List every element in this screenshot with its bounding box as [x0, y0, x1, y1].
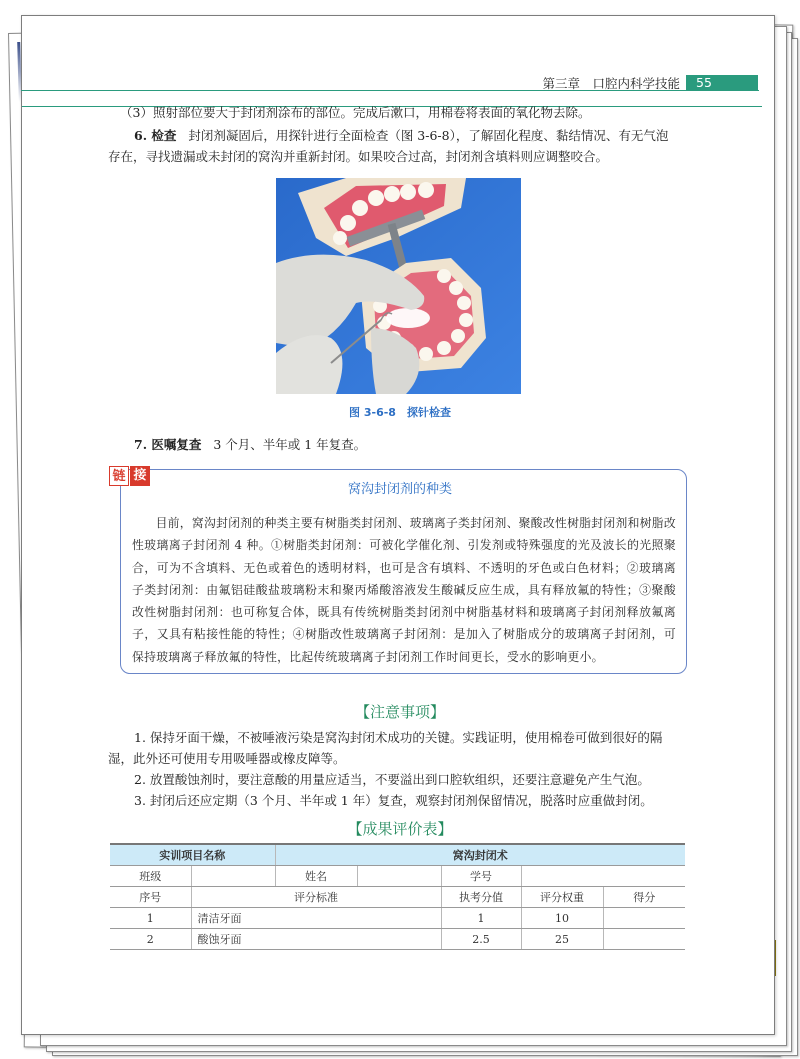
col-score: 得分 [603, 887, 685, 908]
col-no: 序号 [110, 887, 191, 908]
figure-probe-inspection [276, 178, 521, 394]
step6-paragraph [134, 126, 668, 146]
name-label: 姓名 [275, 866, 357, 887]
row-score-field[interactable] [603, 908, 685, 929]
paragraph-step3: （3）照射部位要大于封闭剂涂布的部位。完成后漱口，用棉卷将表面的氧化物去除。 [120, 105, 591, 120]
table-row [110, 908, 685, 929]
note-item-1-continuation: 湿，此外还可使用专用吸唾器或橡皮障等。 [108, 751, 346, 766]
step6-text: 封闭剂凝固后，用探针进行全面检查（图 3-6-8），了解固化程度、黏结情况、有无气泡 [188, 128, 669, 143]
id-label: 学号 [441, 866, 521, 887]
step6-continuation: 存在，寻找遗漏或未封闭的窝沟并重新封闭。如果咬合过高，封闭剂含填料则应调整咬合。 [108, 149, 609, 164]
link-box-body [132, 512, 676, 668]
notes-title: 【注意事项】 [354, 703, 445, 721]
chapter-title: 第三章 口腔内科学技能 [542, 76, 680, 91]
class-field[interactable] [191, 866, 275, 887]
student-info-row [110, 866, 685, 887]
row-no: 2 [110, 929, 191, 950]
link-box-paragraph: 目前，窝沟封闭剂的种类主要有树脂类封闭剂、玻璃离子类封闭剂、聚酸改性树脂封闭剂和树脂改性玻璃离子封闭剂 4 种。①树脂类封闭剂：可被化学催化剂、引发剂或特殊强度的光及波长的光照聚合，可为不含填料、无色或着色的透明材料，也可是含有填料、不透明的牙色或白色材料；②玻璃离子类封闭剂：由氟铝硅酸盐玻璃粉末和聚丙烯酸溶液发生酸碱反应生成，具有释放氟的特性；③聚酸改性树脂封闭剂：也可称复合体，既具有传统树脂类封闭剂中树脂基材料和玻璃离子封闭剂释放氟离子，又具有粘接性能的特性；④树脂改性玻璃离子封闭剂：是加入了树脂成分的玻璃离子封闭剂，可保持玻璃离子释放氟的特性，比起传统玻璃离子封闭剂工作时间更长，受水的影响更小。 [132, 516, 676, 664]
col-criterion: 评分标准 [191, 887, 441, 908]
row-weight: 25 [521, 929, 603, 950]
link-box-title: 窝沟封闭剂的种类 [347, 482, 452, 497]
page-number: 55 [686, 75, 758, 91]
table-row [110, 929, 685, 950]
evaluation-title: 【成果评价表】 [347, 820, 453, 838]
evaluation-table [110, 843, 685, 950]
step7-text: 3 个月、半年或 1 年复查。 [213, 437, 367, 452]
step6-label: 6. 检查 [134, 128, 177, 143]
row-score-field[interactable] [603, 929, 685, 950]
row-no: 1 [110, 908, 191, 929]
row-exam-score: 2.5 [441, 929, 521, 950]
project-name: 窝沟封闭术 [275, 844, 685, 866]
figure-caption: 图 3-6-8 探针检查 [349, 406, 451, 419]
link-tag-char: 链 [109, 466, 129, 486]
note-item-2: 2. 放置酸蚀剂时，要注意酸的用量应适当，不要溢出到口腔软组织，还要注意避免产生气泡。 [134, 772, 650, 787]
col-weight: 评分权重 [521, 887, 603, 908]
row-exam-score: 1 [441, 908, 521, 929]
note-item-1: 1. 保持牙面干燥，不被唾液污染是窝沟封闭术成功的关键。实践证明，使用棉卷可做到很好的隔 [134, 730, 663, 745]
note-item-3: 3. 封闭后还应定期（3 个月、半年或 1 年）复查，观察封闭剂保留情况，脱落时应重做封闭。 [134, 793, 653, 808]
row-criterion: 清洁牙面 [191, 908, 441, 929]
step7-label: 7. 医嘱复查 [134, 437, 202, 452]
col-exam-score: 执考分值 [441, 887, 521, 908]
class-label: 班级 [110, 866, 191, 887]
id-field[interactable] [521, 866, 685, 887]
name-field[interactable] [357, 866, 441, 887]
link-tag-char: 接 [130, 466, 150, 486]
column-header-row [110, 887, 685, 908]
dental-photo-icon [276, 178, 521, 394]
project-label: 实训项目名称 [110, 844, 275, 866]
step7-paragraph [134, 435, 366, 455]
row-criterion: 酸蚀牙面 [191, 929, 441, 950]
row-weight: 10 [521, 908, 603, 929]
table-header-row [110, 844, 685, 866]
